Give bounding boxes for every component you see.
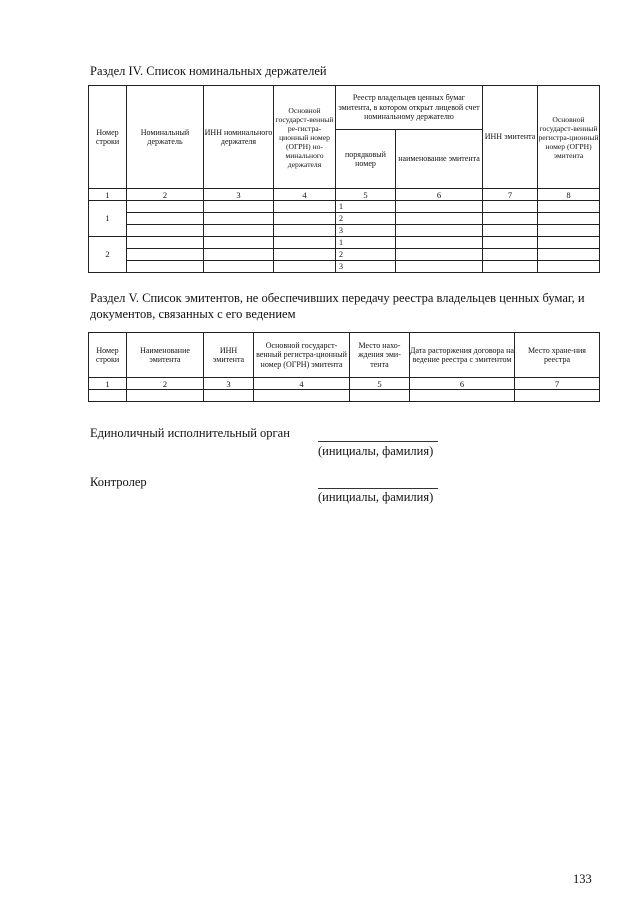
header-issuer-ogrn: Основной государст-венный регистра-ционный номер (ОГРН) эмитента (254, 333, 350, 378)
table-cell (396, 249, 483, 261)
table-cell (204, 201, 274, 213)
column-number: 6 (396, 189, 483, 201)
table-cell (204, 261, 274, 273)
table-cell (538, 225, 600, 237)
table-cell (274, 237, 336, 249)
header-storage-place: Место хране-ния реестра (515, 333, 600, 378)
table-cell (538, 237, 600, 249)
table-cell (483, 213, 538, 225)
table-cell (538, 261, 600, 273)
column-number: 3 (204, 378, 254, 390)
column-number: 2 (127, 378, 204, 390)
table-row (89, 390, 600, 402)
executive-signature-line (318, 441, 438, 442)
column-number: 4 (274, 189, 336, 201)
table-cell (274, 213, 336, 225)
table-cell (538, 213, 600, 225)
header-issuer-ogrn: Основной государст-венный регистра-ционный номер (ОГРН) эмитента (538, 86, 600, 189)
table-cell (204, 225, 274, 237)
column-number: 2 (127, 189, 204, 201)
table-cell (127, 237, 204, 249)
table-row (89, 237, 600, 249)
controller-label: Контролер (90, 475, 147, 489)
table-cell (274, 261, 336, 273)
column-number: 1 (89, 189, 127, 201)
sub-row-number: 1 (336, 201, 396, 213)
table-cell (483, 249, 538, 261)
sub-row-number: 1 (336, 237, 396, 249)
table-cell (127, 249, 204, 261)
page-number: 133 (573, 872, 592, 886)
header-issuer-name: наименование эмитента (396, 130, 483, 189)
header-termination-date: Дата расторжения договора на ведение реестра с эмитентом (410, 333, 515, 378)
executive-signature-hint: (инициалы, фамилия) (318, 444, 434, 458)
table-cell (515, 390, 600, 402)
column-number: 4 (254, 378, 350, 390)
table-cell (127, 225, 204, 237)
table-cell (350, 390, 410, 402)
controller-signature-hint: (инициалы, фамилия) (318, 490, 434, 504)
table-row (89, 249, 600, 261)
table-cell (127, 390, 204, 402)
table-cell (127, 213, 204, 225)
issuers-table (88, 332, 600, 402)
nominee-holders-table (88, 85, 600, 273)
table-cell (483, 201, 538, 213)
sub-row-number: 2 (336, 213, 396, 225)
column-number: 5 (350, 378, 410, 390)
header-row-number: Номер строки (89, 86, 127, 189)
header-serial-number: порядковый номер (336, 130, 396, 189)
sub-row-number: 3 (336, 261, 396, 273)
sub-row-number: 2 (336, 249, 396, 261)
table-cell (204, 237, 274, 249)
header-nominee-ogrn: Основной государст-венный ре-гистра-ционный номер (ОГРН) но-минального держателя (274, 86, 336, 189)
column-number: 8 (538, 189, 600, 201)
table-cell (204, 213, 274, 225)
table-cell (274, 201, 336, 213)
column-number: 3 (204, 189, 274, 201)
header-nominee-inn: ИНН номинального держателя (204, 86, 274, 189)
table-cell (204, 249, 274, 261)
sub-row-number: 3 (336, 225, 396, 237)
table-cell (483, 225, 538, 237)
table-cell (396, 225, 483, 237)
header-issuer-inn: ИНН эмитента (204, 333, 254, 378)
column-number: 6 (410, 378, 515, 390)
header-issuer-location: Место нахо-ждения эми-тента (350, 333, 410, 378)
table-row (89, 225, 600, 237)
table-cell (538, 201, 600, 213)
table-cell (127, 261, 204, 273)
column-number: 5 (336, 189, 396, 201)
table-cell (274, 249, 336, 261)
table-row (89, 261, 600, 273)
table-cell (538, 249, 600, 261)
table-cell (410, 390, 515, 402)
table-cell (254, 390, 350, 402)
header-issuer-name: Наименование эмитента (127, 333, 204, 378)
header-row-number: Номер строки (89, 333, 127, 378)
table-cell (396, 237, 483, 249)
table-cell (483, 237, 538, 249)
column-number: 7 (515, 378, 600, 390)
table-row (89, 201, 600, 213)
table-cell (89, 390, 127, 402)
table-cell (274, 225, 336, 237)
header-issuer-inn: ИНН эмитента (483, 86, 538, 189)
table-cell (396, 201, 483, 213)
section-4-title: Раздел IV. Список номинальных держателей (90, 64, 327, 78)
row-label: 1 (89, 201, 127, 237)
table-cell (204, 390, 254, 402)
table-cell (396, 213, 483, 225)
column-number: 1 (89, 378, 127, 390)
section-5-title: Раздел V. Список эмитентов, не обеспечивших передачу реестра владельцев ценных бумаг, и документов, связанных с его ведением (90, 291, 585, 321)
table-row (89, 213, 600, 225)
column-number: 7 (483, 189, 538, 201)
table-cell (127, 201, 204, 213)
table-cell (483, 261, 538, 273)
table-cell (396, 261, 483, 273)
executive-body-label: Единоличный исполнительный орган (90, 426, 290, 440)
controller-signature-line (318, 488, 438, 489)
header-registry-group: Реестр владельцев ценных бумаг эмитента, в котором открыт лицевой счет номинальному держателю (336, 86, 483, 130)
header-nominee-holder: Номинальный держатель (127, 86, 204, 189)
row-label: 2 (89, 237, 127, 273)
